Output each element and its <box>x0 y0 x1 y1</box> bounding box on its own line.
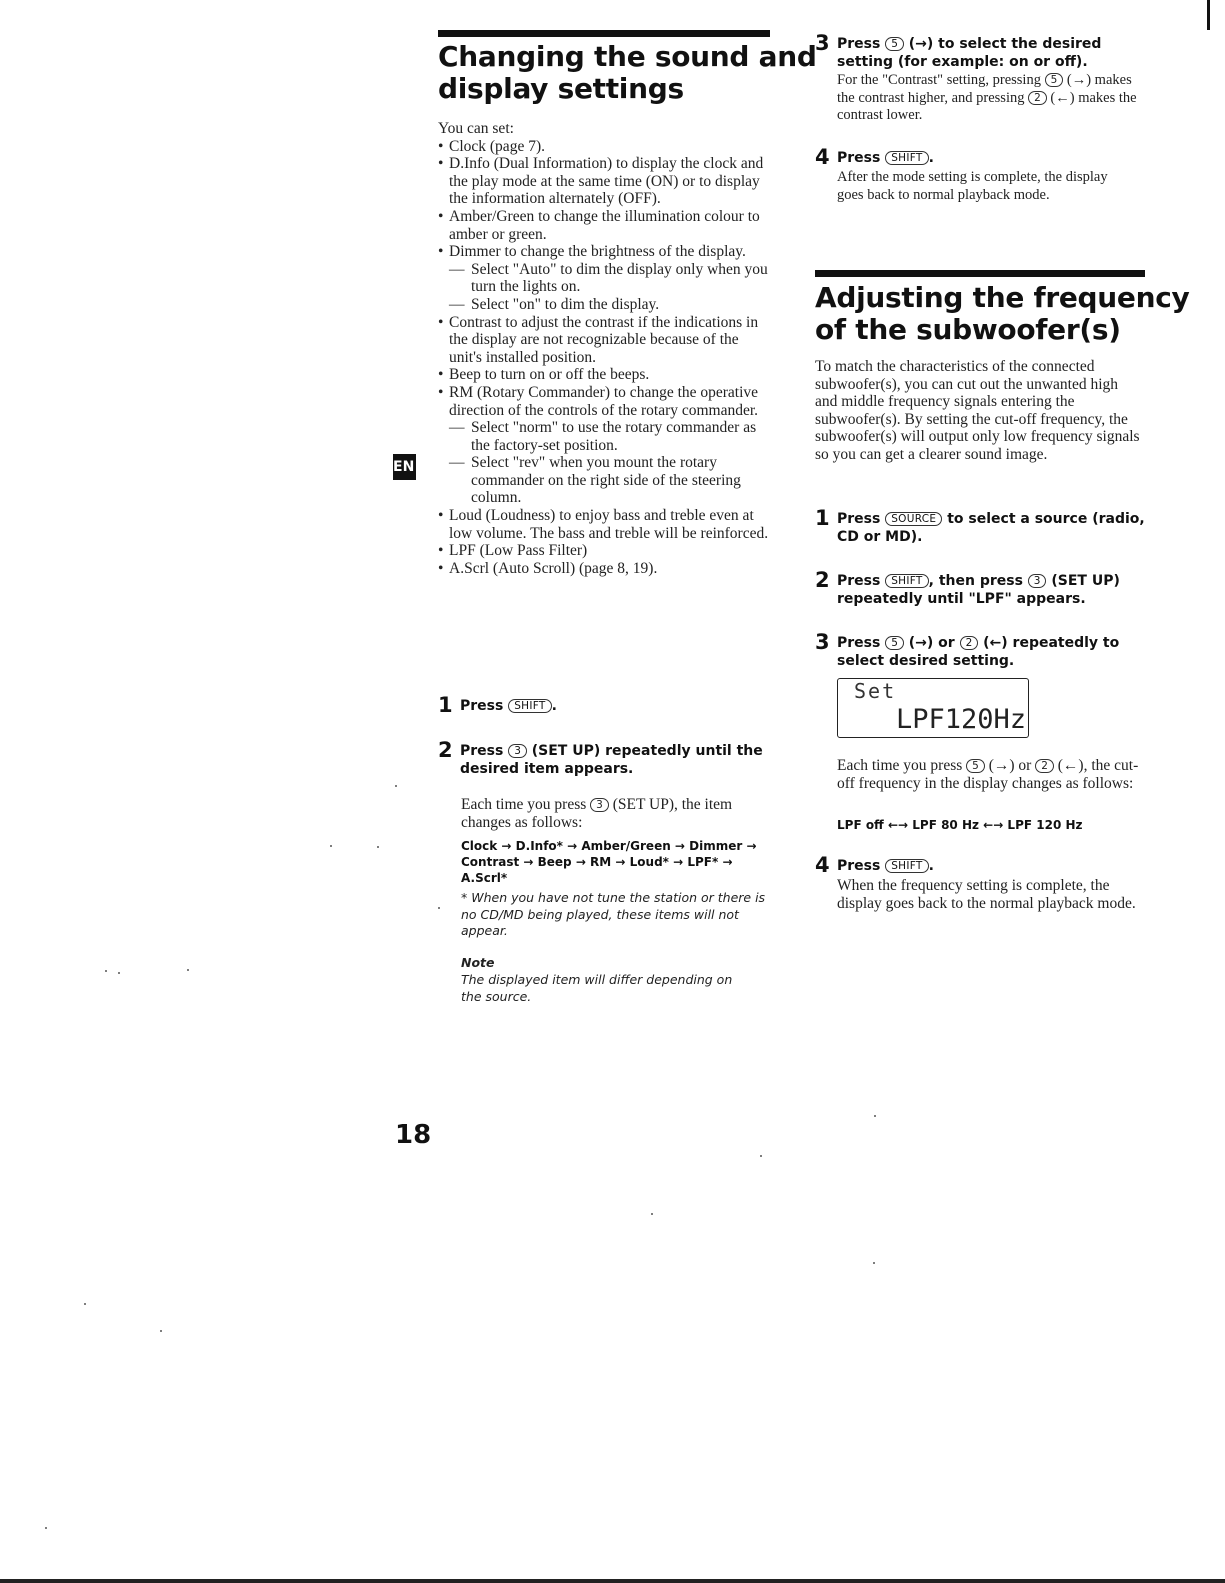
key-3-icon: 3 <box>1028 574 1047 588</box>
scan-speck <box>84 1303 86 1305</box>
section2-step-4 <box>815 853 1145 877</box>
scan-speck <box>651 1213 653 1215</box>
key-3-icon: 3 <box>508 744 527 758</box>
section2-step-1 <box>815 506 1145 546</box>
scan-speck <box>873 1262 875 1264</box>
subitem-text: Select "Auto" to dim the display only when you turn the lights on. <box>471 260 768 296</box>
settings-list-item: • Loud (Loudness) to enjoy bass and treble even at low volume. The bass and treble will be reinforced. <box>438 507 770 542</box>
section2-title <box>815 282 1190 346</box>
settings-list-item: • A.Scrl (Auto Scroll) (page 8, 19). <box>438 560 770 578</box>
key-2-icon: 2 <box>960 636 979 650</box>
shift-key-icon: SHIFT <box>508 699 551 713</box>
section1-step-2-body <box>461 796 769 831</box>
settings-list-subitem <box>438 454 770 507</box>
section2-step-3 <box>815 630 1145 670</box>
shift-key-icon: SHIFT <box>885 574 928 588</box>
settings-list-item: • Dimmer to change the brightness of the display. <box>438 243 770 261</box>
scan-speck <box>187 969 189 971</box>
scan-speck <box>118 972 120 974</box>
page-edge-mark <box>1207 0 1210 30</box>
dash-symbol: — <box>449 260 465 278</box>
key-5-icon: 5 <box>1045 73 1064 87</box>
scan-speck <box>105 970 107 972</box>
step-number: 3 <box>815 31 830 55</box>
settings-list-item: • Contrast to adjust the contrast if the indications in the display are not recognizable because of the unit's installed position. <box>438 314 770 367</box>
key-5-icon: 5 <box>966 759 985 773</box>
scan-speck <box>438 907 440 909</box>
step-number: 4 <box>815 145 830 169</box>
step-text: Press <box>460 743 504 759</box>
shift-key-icon: SHIFT <box>885 859 928 873</box>
language-tab: EN <box>393 454 416 480</box>
body-text: (→) or <box>988 757 1032 774</box>
body-text-end: (←), the cut-off frequency in the display changes as follows: <box>837 757 1139 792</box>
lcd-line-2: LPF120Hz <box>895 704 1026 735</box>
step-text-mid: (→) or <box>908 635 955 651</box>
settings-list-item: • Beep to turn on or off the beeps. <box>438 366 770 384</box>
section1-step-1 <box>438 693 768 717</box>
scan-speck <box>330 845 332 847</box>
section2-title-line1: Adjusting the frequency <box>815 281 1190 314</box>
footnote: * When you have not tune the station or there is no CD/MD being played, these items will not appear. <box>461 890 766 938</box>
scan-speck <box>760 1155 762 1157</box>
subitem-text: Select "on" to dim the display. <box>471 295 660 313</box>
section1-step-4-body: After the mode setting is complete, the display goes back to normal playback mode. <box>837 169 1108 203</box>
page-bottom-edge <box>0 1579 1225 1583</box>
source-key-icon: SOURCE <box>885 512 942 526</box>
dash-symbol: — <box>449 419 465 437</box>
scan-speck <box>160 1330 162 1332</box>
step-number: 1 <box>438 693 453 717</box>
note-text: The displayed item will differ depending on the source. <box>461 972 733 1004</box>
step-text-end: . <box>928 150 934 166</box>
section1-step-4 <box>815 145 1145 169</box>
key-2-icon: 2 <box>1028 91 1047 105</box>
lcd-line-1: Set <box>854 679 897 703</box>
section2-intro: To match the characteristics of the connected subwoofer(s), you can cut out the unwanted high and middle frequency signals entering the subwoofer(s). By setting the cut-off frequency, the subwoofer(s) will output only low frequency signals so you can get a clearer sound image. <box>815 358 1140 463</box>
body-text: Each time you press <box>837 757 963 774</box>
step-text: Press <box>837 150 881 166</box>
key-5-icon: 5 <box>885 636 904 650</box>
section2-step-3-body <box>837 757 1147 792</box>
key-5-icon: 5 <box>885 37 904 51</box>
section1-title <box>438 41 817 105</box>
step-text: Press <box>837 573 881 589</box>
scan-speck <box>377 846 379 848</box>
section1-rule <box>438 30 770 37</box>
settings-list <box>438 138 770 578</box>
body-text-end: (←) makes the contrast lower. <box>837 89 1137 124</box>
item-sequence: Clock → D.Info* → Amber/Green → Dimmer → Contrast → Beep → RM → Loud* → LPF* → A.Scrl* <box>461 839 757 885</box>
step-number: 2 <box>438 738 453 762</box>
body-text-end: (SET UP), the item changes as follows: <box>461 796 733 831</box>
dash-symbol: — <box>449 454 465 472</box>
body-text: Each time you press <box>461 796 587 813</box>
settings-list-item: • LPF (Low Pass Filter) <box>438 542 770 560</box>
step-text-end: . <box>928 858 934 874</box>
subitem-text: Select "norm" to use the rotary commander as the factory-set position. <box>471 419 757 454</box>
body-text: For the "Contrast" setting, pressing <box>837 72 1041 88</box>
step-text: Press <box>837 511 881 527</box>
settings-list-item: • Clock (page 7). <box>438 138 770 156</box>
dash-symbol: — <box>449 295 465 313</box>
settings-list-subitem <box>438 296 770 314</box>
section2-step-4-body: When the frequency setting is complete, the display goes back to the normal playback mode. <box>837 877 1136 912</box>
section1-step-3-body <box>837 72 1147 125</box>
section1-body <box>438 120 770 577</box>
step-number: 3 <box>815 630 830 654</box>
settings-list-item: • RM (Rotary Commander) to change the operative direction of the controls of the rotary commander. <box>438 384 770 419</box>
step-text-end: (SET UP) repeatedly until "LPF" appears. <box>837 573 1120 607</box>
settings-list-subitem <box>438 419 770 454</box>
step-text: Press <box>837 858 881 874</box>
settings-list-item: • D.Info (Dual Information) to display the clock and the play mode at the same time (ON) or to display the information alternately (OFF). <box>438 155 770 208</box>
key-2-icon: 2 <box>1035 759 1054 773</box>
scan-speck <box>45 1527 47 1529</box>
step-text: Press <box>837 36 881 52</box>
section1-step-3 <box>815 31 1145 71</box>
step-text-end: (→) to select the desired setting (for example: on or off). <box>837 36 1102 70</box>
shift-key-icon: SHIFT <box>885 151 928 165</box>
note-label: Note <box>461 955 495 970</box>
settings-list-subitem <box>438 261 770 296</box>
scan-speck <box>395 785 397 787</box>
step-number: 2 <box>815 568 830 592</box>
settings-list-item: • Amber/Green to change the illumination colour to amber or green. <box>438 208 770 243</box>
step-text-end: to select a source (radio, CD or MD). <box>837 511 1145 545</box>
step-text-mid: , then press <box>928 573 1023 589</box>
lpf-sequence: LPF off ←→ LPF 80 Hz ←→ LPF 120 Hz <box>837 818 1083 832</box>
step-text: Press <box>460 698 504 714</box>
step-text-end: (SET UP) repeatedly until the desired item appears. <box>460 743 763 777</box>
step-number: 1 <box>815 506 830 530</box>
subitem-text: Select "rev" when you mount the rotary commander on the right side of the steering column. <box>471 454 741 507</box>
section2-title-line2: of the subwoofer(s) <box>815 313 1121 346</box>
body-text: (→) makes the contrast higher, and pressing <box>837 72 1132 106</box>
page-number: 18 <box>395 1120 432 1150</box>
section2-step-2 <box>815 568 1145 608</box>
step-text: Press <box>837 635 881 651</box>
section1-title-line1: Changing the sound and <box>438 40 817 73</box>
scan-speck <box>874 1115 876 1117</box>
section1-intro: You can set: <box>438 120 514 137</box>
step-number: 4 <box>815 853 830 877</box>
section1-title-line2: display settings <box>438 72 684 105</box>
key-3-icon: 3 <box>590 798 609 812</box>
step-text-end: (←) repeatedly to select desired setting. <box>837 635 1120 669</box>
lcd-display-illustration <box>837 678 1029 738</box>
section2-rule <box>815 270 1145 277</box>
step-text-end: . <box>551 698 557 714</box>
section1-step-2 <box>438 738 768 778</box>
